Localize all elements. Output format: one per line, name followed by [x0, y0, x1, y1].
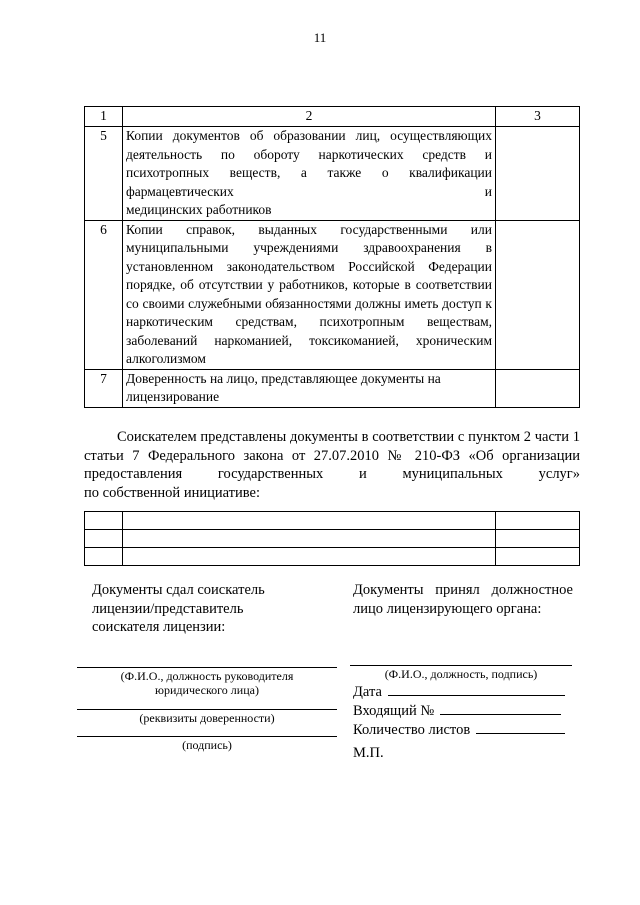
empty-cell[interactable]	[123, 512, 496, 530]
empty-cell[interactable]	[123, 530, 496, 548]
date-label: Дата	[353, 684, 382, 700]
received-by-heading: Документы принял должностное лицо лицензирующего органа:	[353, 582, 573, 617]
header-cell: 3	[496, 107, 580, 127]
row-text-body: Доверенность на лицо, представляющее документы на	[126, 370, 441, 386]
heading-line: лицензии/представитель	[92, 600, 244, 617]
date-field	[353, 682, 573, 701]
row-number: 7	[85, 369, 123, 407]
empty-cell[interactable]	[496, 548, 580, 566]
heading-line: соискателя лицензии:	[92, 619, 226, 635]
row-number: 6	[85, 220, 123, 369]
row-text	[123, 127, 496, 221]
initiative-table	[84, 511, 580, 566]
sheets-field	[353, 720, 573, 739]
signature-line[interactable]	[77, 667, 337, 668]
official-caption: (Ф.И.О., должность, подпись)	[384, 667, 538, 681]
page-number: 11	[313, 30, 327, 45]
signature-caption: (подпись)	[182, 738, 232, 752]
table-header-row	[85, 107, 580, 127]
table-row	[85, 512, 580, 530]
initiative-paragraph	[84, 428, 580, 502]
sheets-label: Количество листов	[353, 722, 471, 738]
signature-line[interactable]	[350, 665, 572, 666]
table-row	[85, 127, 580, 221]
incoming-input-line[interactable]	[440, 701, 561, 715]
table-row	[85, 548, 580, 566]
empty-cell[interactable]	[496, 530, 580, 548]
row-mark-cell	[496, 127, 580, 221]
empty-cell[interactable]	[85, 512, 123, 530]
empty-cell[interactable]	[85, 548, 123, 566]
signature-line[interactable]	[77, 709, 337, 710]
table-row	[85, 369, 580, 407]
empty-cell[interactable]	[123, 548, 496, 566]
row-mark-cell	[496, 369, 580, 407]
row-text-last: медицинских работников	[126, 202, 272, 217]
header-cell: 2	[123, 107, 496, 127]
paragraph-last: по собственной инициативе:	[84, 484, 261, 501]
row-text	[123, 220, 496, 369]
table-row	[85, 530, 580, 548]
header-cell: 1	[85, 107, 123, 127]
heading-line: Документы сдал соискатель	[92, 582, 265, 598]
caption-line: юридического лица)	[155, 683, 259, 697]
paragraph-body: Соискателем представлены документы в соответствии с пунктом 2 части 1 статьи 7 Федерального закона от 27.07.2010 № 210-ФЗ «Об организации предоставления государственных и муниципальных услуг»	[84, 429, 580, 482]
submitted-by-heading	[92, 581, 322, 637]
fio-caption	[77, 669, 337, 697]
row-text-body: Копии справок, выданных государственными или муниципальными учреждениями здравоохранения в установленном законодательством Российской Федерации порядке, об отсутствии у работников, которые в соответствии со своими служебными обязанностями должны иметь доступ к наркотическим средствам, психотропным веществам, заболеваний наркоманией, токсикоманией, хроническим	[126, 221, 492, 348]
sheets-input-line[interactable]	[476, 720, 565, 734]
caption-line: (Ф.И.О., должность руководителя	[120, 669, 294, 683]
row-text-last: алкоголизмом	[126, 351, 206, 366]
signature-line[interactable]	[77, 736, 337, 737]
date-input-line[interactable]	[388, 682, 565, 696]
stamp-place: М.П.	[353, 745, 384, 761]
incoming-label: Входящий №	[353, 703, 435, 719]
empty-cell[interactable]	[85, 530, 123, 548]
empty-cell[interactable]	[496, 512, 580, 530]
table-row	[85, 220, 580, 369]
row-text	[123, 369, 496, 407]
row-text-body: Копии документов об образовании лиц, осуществляющих деятельность по обороту наркотических средств и психотропных веществ, а также о квалификации фармацевтических и	[126, 128, 492, 199]
incoming-field	[353, 701, 573, 720]
row-number: 5	[85, 127, 123, 221]
row-mark-cell	[496, 220, 580, 369]
power-of-attorney-caption: (реквизиты доверенности)	[139, 711, 275, 725]
row-text-last: лицензирование	[126, 389, 220, 404]
documents-table	[84, 106, 580, 408]
